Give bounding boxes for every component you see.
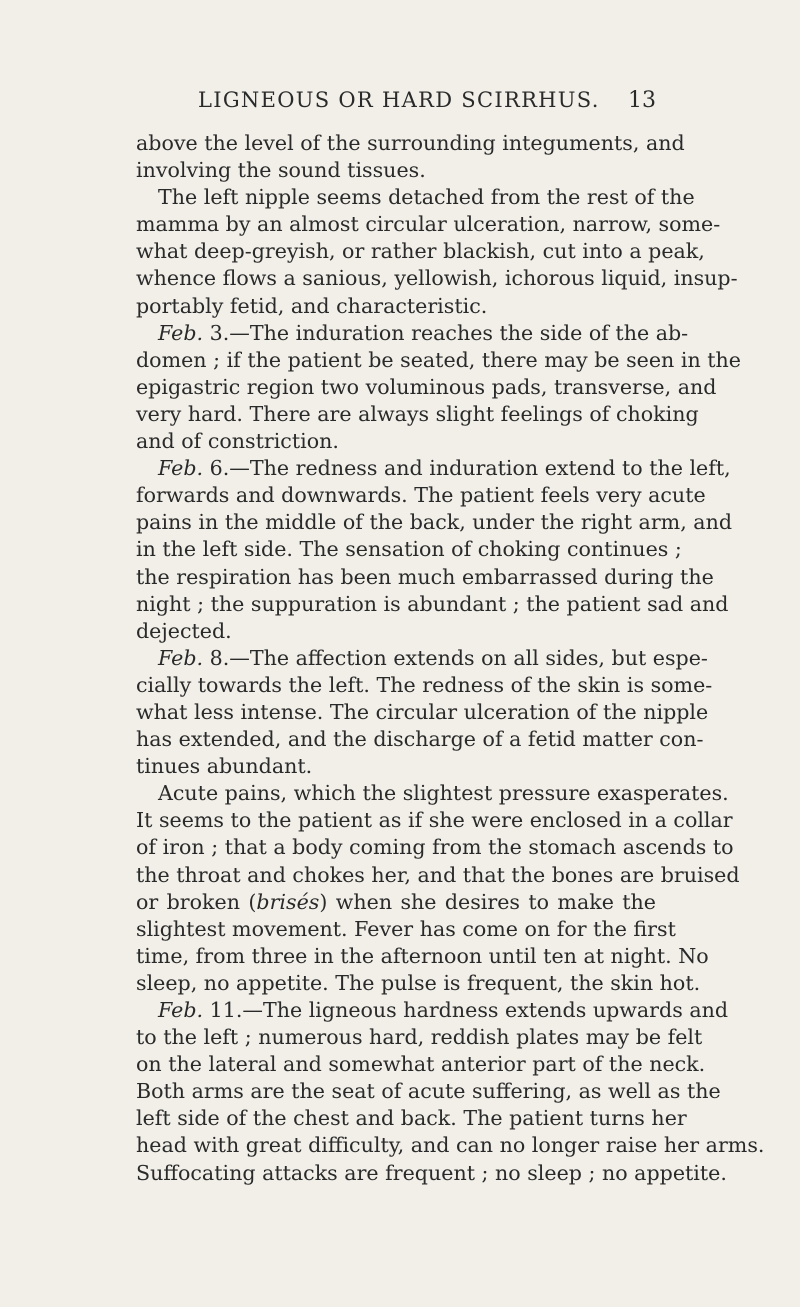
line-text: what deep-greyish, or rather blackish, cut into a peak, <box>136 239 705 264</box>
text-line <box>136 211 721 238</box>
text-line <box>136 1051 706 1078</box>
line-text: in the left side. The sensation of choking continues ; <box>136 537 682 562</box>
line-text: whence flows a sanious, yellowish, ichorous liquid, insup- <box>136 266 738 291</box>
line-text: what less intense. The circular ulceration of the nipple <box>136 699 709 724</box>
line-text: pains in the middle of the back, under the right arm, and <box>136 510 733 535</box>
line-text: dejected. <box>136 618 232 643</box>
text-line <box>136 509 733 536</box>
text-line <box>136 591 729 618</box>
text-line <box>136 645 708 672</box>
line-text: Suffocating attacks are frequent ; no sleep ; no appetite. <box>136 1160 727 1185</box>
date-label: Feb. <box>158 998 204 1022</box>
line-text: The left nipple seems detached from the rest of the <box>158 185 695 210</box>
text-line <box>136 862 740 889</box>
text-line <box>136 916 676 943</box>
line-text: to the left ; numerous hard, reddish plates may be felt <box>136 1025 703 1050</box>
line-text: of iron ; that a body coming from the stomach ascends to <box>136 835 734 860</box>
line-text: epigastric region two voluminous pads, transverse, and <box>136 374 717 399</box>
line-text: tinues abundant. <box>136 754 313 779</box>
text-line <box>136 455 731 482</box>
line-text: 3.—The induration reaches the side of the ab- <box>203 320 689 345</box>
line-text: above the level of the surrounding integuments, and <box>136 131 685 155</box>
line-text: and of constriction. <box>136 429 339 454</box>
line-text: left side of the chest and back. The patient turns her <box>136 1106 687 1131</box>
text-line <box>136 780 729 807</box>
text-line <box>136 320 689 347</box>
line-text: 8.—The affection extends on all sides, but espe- <box>203 645 708 670</box>
text-line <box>136 1160 727 1187</box>
text-line <box>136 618 656 645</box>
date-label: Feb. <box>158 645 204 670</box>
line-text: on the lateral and somewhat anterior part of the neck. <box>136 1052 706 1077</box>
text-line <box>136 699 709 726</box>
text-line <box>136 1078 721 1105</box>
line-text: involving the sound tissues. <box>136 158 426 183</box>
text-line <box>136 672 713 699</box>
line-text: the throat and chokes her, and that the bones are bruised <box>136 862 740 887</box>
text-line <box>136 943 709 970</box>
line-text: Both arms are the seat of acute suffering, as well as the <box>136 1079 721 1104</box>
line-text: head with great difficulty, and can no longer raise her arms. <box>136 1133 765 1158</box>
text-line <box>136 482 706 509</box>
text-line <box>136 564 714 591</box>
line-text: sleep, no appetite. The pulse is frequent, the skin hot. <box>136 970 701 995</box>
line-text: or broken ( <box>136 889 257 914</box>
text-line <box>136 374 717 401</box>
line-text: 11.—The ligneous hardness extends upwards and <box>203 998 729 1022</box>
text-line <box>136 293 656 320</box>
line-text: slightest movement. Fever has come on for the first <box>136 916 676 941</box>
line-text: domen ; if the patient be seated, there may be seen in the <box>136 347 741 372</box>
text-line <box>136 1105 687 1132</box>
text-line <box>136 834 734 861</box>
foreign-term: brisés <box>256 889 320 914</box>
line-text: time, from three in the afternoon until ten at night. No <box>136 943 709 968</box>
line-text: night ; the suppuration is abundant ; the patient sad and <box>136 591 729 616</box>
text-line <box>136 428 656 455</box>
text-line <box>136 184 695 211</box>
line-text: Acute pains, which the slightest pressure exasperates. <box>158 781 729 806</box>
date-label: Feb. <box>158 320 204 345</box>
text-line <box>136 130 685 157</box>
line-text: portably fetid, and characteristic. <box>136 293 488 318</box>
date-label: Feb. <box>158 456 204 481</box>
text-line <box>136 536 682 563</box>
text-line <box>136 970 701 997</box>
text-line <box>136 1024 703 1051</box>
line-text: mamma by an almost circular ulceration, narrow, some- <box>136 212 721 237</box>
line-text: It seems to the patient as if she were enclosed in a collar <box>136 808 733 833</box>
text-line <box>136 238 705 265</box>
line-text: very hard. There are always slight feelings of choking <box>136 401 699 426</box>
text-line <box>136 1132 765 1159</box>
running-header <box>198 88 656 118</box>
text-line <box>136 157 656 184</box>
text-line <box>136 889 656 916</box>
text-line <box>136 997 729 1024</box>
text-line <box>136 753 656 780</box>
text-line <box>136 265 738 292</box>
text-line <box>136 726 704 753</box>
text-line <box>136 347 741 374</box>
line-text: cially towards the left. The redness of the skin is some- <box>136 672 713 697</box>
line-text: the respiration has been much embarrassed during the <box>136 564 714 589</box>
running-title: LIGNEOUS OR HARD SCIRRHUS. <box>198 88 600 112</box>
text-line <box>136 401 699 428</box>
line-text: has extended, and the discharge of a fetid matter con- <box>136 727 704 752</box>
line-text: forwards and downwards. The patient feels very acute <box>136 483 706 508</box>
line-text: ) when she desires to make the <box>319 889 656 914</box>
page-number: 13 <box>628 88 656 113</box>
line-text: 6.—The redness and induration extend to the left, <box>203 456 731 481</box>
text-line <box>136 807 733 834</box>
body-text <box>136 130 765 1187</box>
